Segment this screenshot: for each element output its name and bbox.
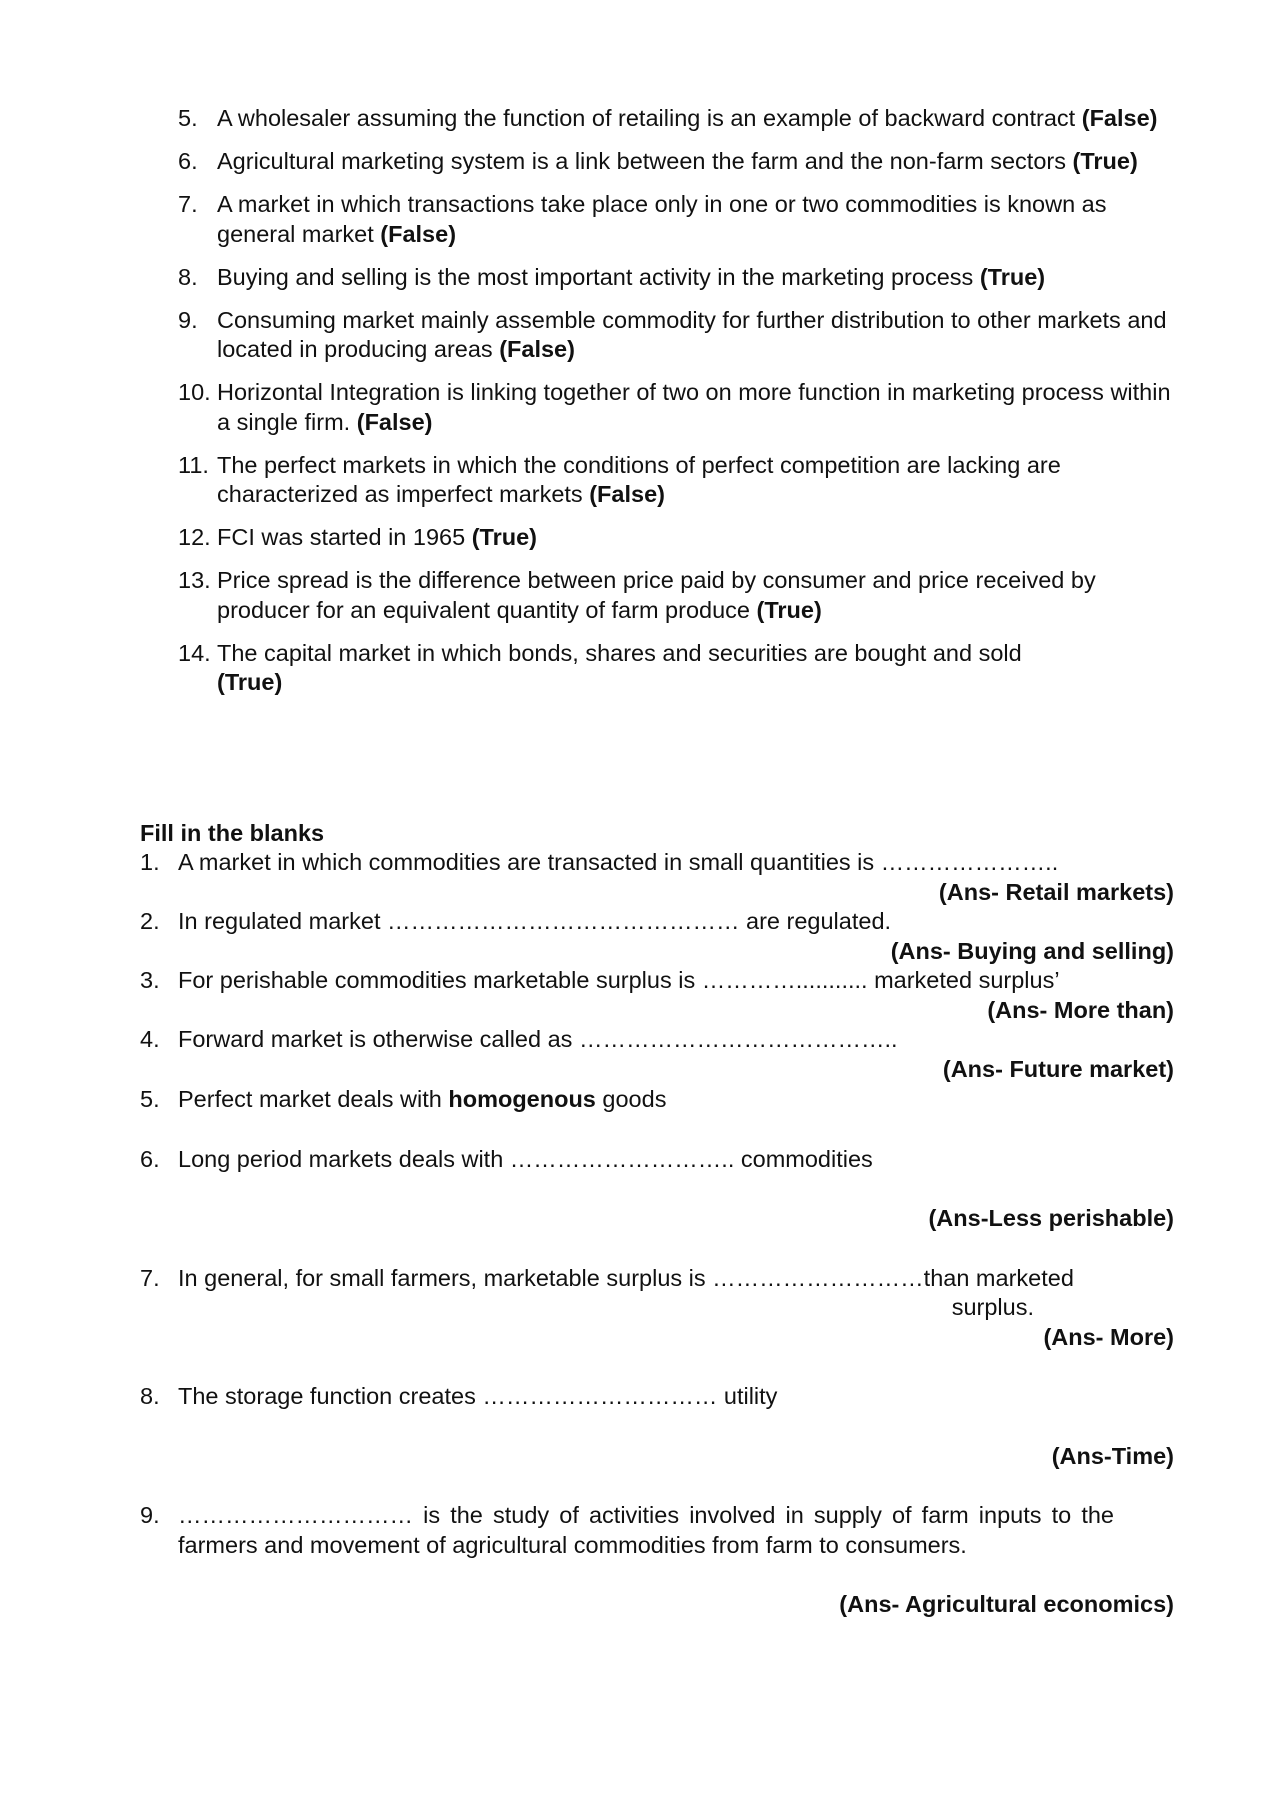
question-text: ………………………… is the study of activities involved in supply of farm inputs to the farmers and movement of agricultural commodities from farm to consumers.	[178, 1502, 1114, 1558]
text-before: Perfect market deals with	[178, 1086, 442, 1112]
question-text: In regulated market ……………………………………… are regulated.	[178, 908, 892, 934]
question-text: Long period markets deals with ……………………….. commodities	[178, 1145, 873, 1172]
item-number: 1.	[140, 849, 160, 875]
item-text	[217, 306, 1178, 365]
item-number: 14.	[178, 639, 211, 666]
statement: The capital market in which bonds, shares and securities are bought and sold	[217, 639, 1022, 666]
item-text	[217, 147, 1178, 177]
answer: (False)	[589, 481, 665, 507]
answer: (True)	[471, 524, 537, 550]
list-item	[178, 306, 1178, 365]
item-number: 2.	[140, 908, 160, 934]
answer: (Ans-Less perishable)	[928, 1205, 1174, 1231]
item-number: 11.	[178, 451, 209, 478]
answer: (True)	[1072, 148, 1138, 174]
list-item	[178, 104, 1178, 134]
list-item	[140, 848, 1174, 907]
question-text: A market in which commodities are transacted in small quantities is …………………..	[178, 849, 1059, 875]
item-text	[217, 451, 1178, 510]
statement: Price spread is the difference between price paid by consumer and price received by producer for an equivalent quantity of farm produce	[217, 567, 1096, 623]
list-item	[178, 566, 1178, 625]
answer: (Ans- More than)	[987, 996, 1174, 1023]
list-item	[178, 451, 1178, 510]
question-text: In general, for small farmers, marketable surplus is ………………………than marketed	[178, 1264, 1074, 1291]
item-number: 6.	[140, 1145, 160, 1172]
list-item	[178, 263, 1178, 293]
list-item	[140, 1382, 1174, 1471]
answer: (Ans- More)	[1043, 1323, 1174, 1350]
answer: (False)	[356, 408, 433, 435]
answer: (Ans- Buying and selling)	[890, 937, 1174, 964]
statement: Buying and selling is the most important activity in the marketing process	[217, 263, 974, 290]
list-item	[140, 1501, 1174, 1620]
item-text	[217, 263, 1178, 293]
item-text	[217, 104, 1178, 134]
answer: (True)	[979, 263, 1046, 290]
item-text	[217, 639, 1178, 698]
item-text	[217, 378, 1178, 437]
item-number: 9.	[178, 306, 198, 333]
highlighted-answer: homogenous	[448, 1086, 596, 1112]
item-number: 10.	[178, 379, 211, 405]
answer: (Ans-Time)	[1051, 1442, 1174, 1469]
list-item	[178, 523, 1178, 553]
item-text	[217, 190, 1178, 249]
item-number: 5.	[178, 105, 198, 131]
item-number: 9.	[140, 1502, 160, 1528]
statement: FCI was started in 1965	[217, 524, 466, 550]
fill-in-blanks-section	[140, 818, 1174, 1620]
section-heading: Fill in the blanks	[140, 820, 325, 846]
item-number: 6.	[178, 148, 198, 174]
question-text	[178, 1085, 1174, 1115]
list-item	[178, 378, 1178, 437]
list-item	[140, 907, 1174, 966]
answer: (True)	[756, 596, 822, 623]
question-text-continued: surplus.	[951, 1294, 1034, 1320]
item-text	[217, 523, 1178, 553]
answer: (False)	[1081, 105, 1158, 131]
list-item	[178, 190, 1178, 249]
list-item	[178, 147, 1178, 177]
list-item	[140, 966, 1174, 1025]
list-item	[140, 1085, 1174, 1115]
list-item	[140, 1025, 1174, 1084]
item-number: 5.	[140, 1086, 160, 1112]
statement: The perfect markets in which the conditions of perfect competition are lacking are characterized as imperfect markets	[217, 451, 1061, 507]
statement: A market in which transactions take place only in one or two commodities is known as general market	[217, 191, 1107, 247]
statement: Horizontal Integration is linking together of two on more function in marketing process within a single firm.	[217, 379, 1171, 435]
item-number: 3.	[140, 967, 160, 993]
answer: (Ans- Retail markets)	[938, 878, 1174, 905]
question-text: The storage function creates ………………………… utility	[178, 1383, 778, 1409]
list-item	[178, 639, 1178, 698]
item-number: 13.	[178, 567, 211, 593]
answer: (Ans- Future market)	[942, 1055, 1174, 1082]
item-number: 8.	[178, 263, 198, 290]
statement: A wholesaler assuming the function of retailing is an example of backward contract	[217, 105, 1076, 131]
question-text: For perishable commodities marketable surplus is …………........... marketed surplus’	[178, 967, 1060, 993]
item-number: 7.	[140, 1264, 160, 1291]
item-text	[217, 566, 1178, 625]
item-number: 4.	[140, 1026, 160, 1052]
item-number: 8.	[140, 1383, 160, 1409]
list-item	[140, 1264, 1174, 1353]
true-false-list	[178, 104, 1178, 711]
item-number: 7.	[178, 191, 198, 217]
question-text: Forward market is otherwise called as …………………………………..	[178, 1026, 898, 1052]
answer: (True)	[217, 669, 283, 695]
text-after: goods	[602, 1086, 667, 1112]
statement: Agricultural marketing system is a link between the farm and the non-farm sectors	[217, 148, 1066, 174]
answer: (False)	[499, 336, 575, 362]
item-number: 12.	[178, 524, 211, 550]
list-item	[140, 1145, 1174, 1234]
answer: (Ans- Agricultural economics)	[839, 1591, 1174, 1617]
statement: Consuming market mainly assemble commodity for further distribution to other markets and located in producing areas	[217, 306, 1167, 362]
answer: (False)	[380, 220, 457, 247]
